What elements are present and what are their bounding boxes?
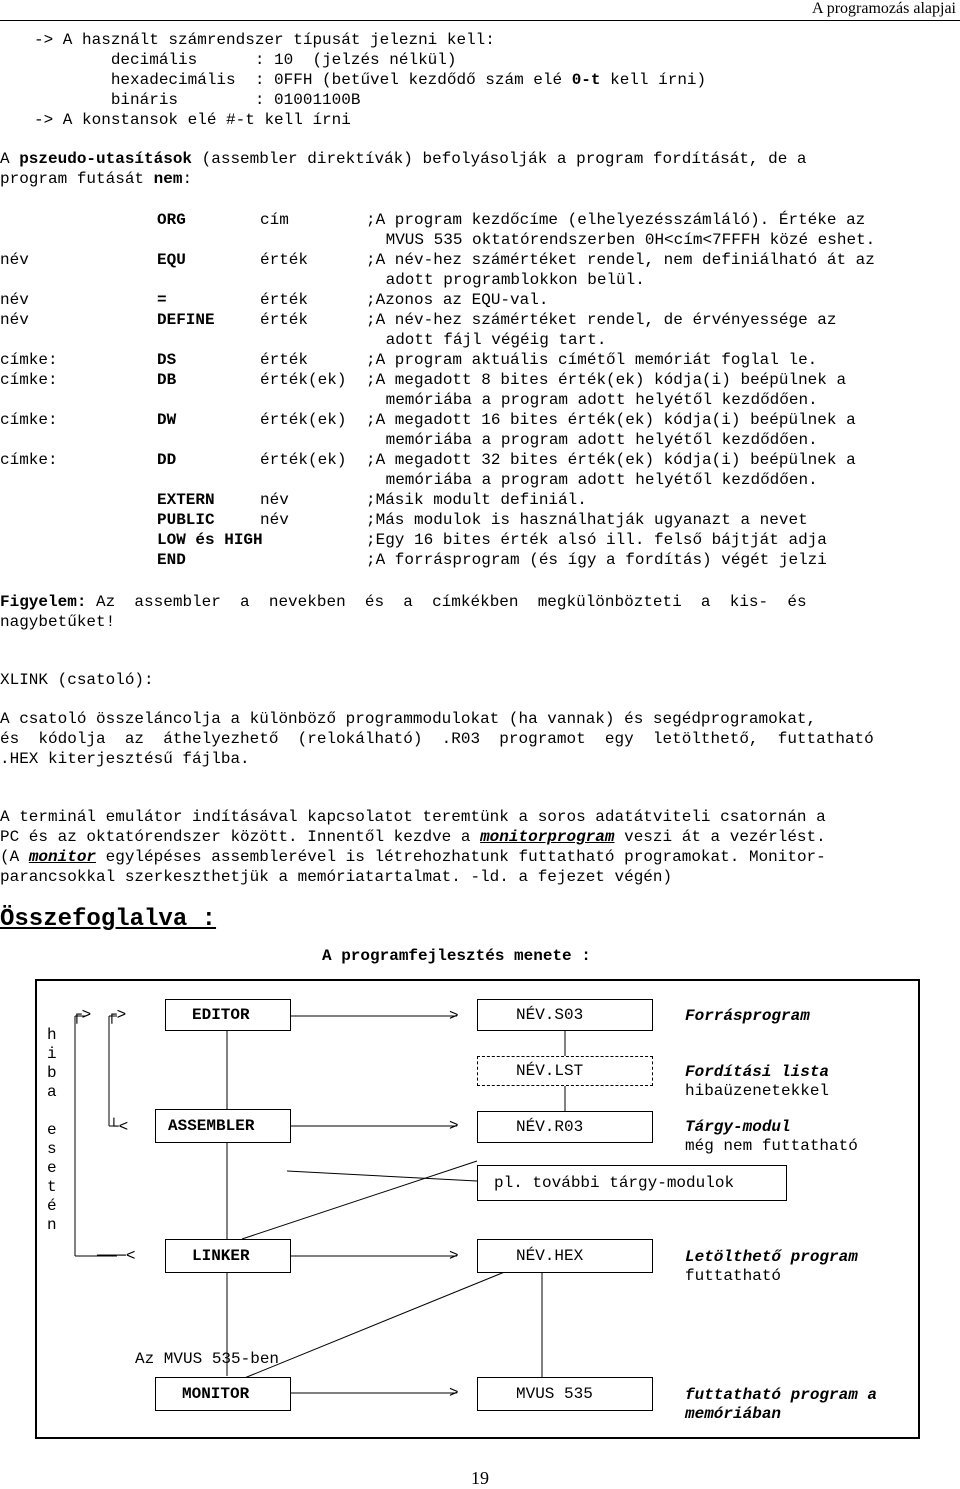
directive-op: DS <box>157 351 177 369</box>
file-r03-box <box>477 1111 653 1143</box>
intro-line-2: decimális : 10 (jelzés nélkül) <box>34 51 457 69</box>
desc-monitor-2: memóriában <box>685 1405 782 1423</box>
desc-r03-title: Tárgy-modul <box>685 1118 791 1136</box>
desc-monitor-1: futtatható program a <box>685 1386 878 1404</box>
pseudo-line-1: A pszeudo-utasítások (assembler direktívák) befolyásolják a program fordítását, de a <box>0 150 807 168</box>
directive-arg: érték <box>260 251 309 269</box>
directive-op: DEFINE <box>157 311 215 329</box>
directive-desc: ;Más modulok is használhatják ugyanazt a nevet <box>366 511 808 529</box>
arrowhead-4: > <box>449 1384 459 1402</box>
directive-arg: érték <box>260 351 309 369</box>
directive-desc: memóriába a program adott helyétől kezdődően. <box>376 471 818 489</box>
loop-marker-inner: ┌> <box>107 1006 127 1024</box>
xlink-title: XLINK (csatoló): <box>0 671 154 689</box>
directive-label: név <box>0 251 29 269</box>
warning-line-1: Figyelem: Az assembler a nevekben és a címkékben megkülönbözteti a kis- és <box>0 593 807 611</box>
other-modules-box <box>477 1165 787 1201</box>
side-letter: e <box>47 1121 57 1139</box>
terminal-line-1: A terminál emulátor indításával kapcsolatot teremtünk a soros adatátviteli csatornán a <box>0 808 826 826</box>
directive-arg: érték <box>260 291 309 309</box>
directive-arg: név <box>260 511 289 529</box>
side-letter: h <box>47 1026 57 1044</box>
file-lst-label: NÉV.LST <box>516 1062 584 1080</box>
side-letter: é <box>47 1197 57 1215</box>
directive-desc: MVUS 535 oktatórendszerben 0H<cím<7FFFH közé eshet. <box>376 231 876 249</box>
summary-subheading: A programfejlesztés menete : <box>322 947 591 965</box>
directive-op: PUBLIC <box>157 511 215 529</box>
directive-desc: ;A program aktuális címétől memóriát foglal le. <box>366 351 818 369</box>
back-arrow-outer: ───< <box>97 1247 136 1265</box>
directive-desc: ;A forrásprogram (és így a fordítás) végét jelzi <box>366 551 827 569</box>
directive-label: név <box>0 291 29 309</box>
assembler-box <box>155 1109 291 1143</box>
desc-lst-title: Fordítási lista <box>685 1063 830 1081</box>
intro-line-5: -> A konstansok elé #-t kell írni <box>34 111 351 129</box>
file-hex-label: NÉV.HEX <box>516 1247 584 1265</box>
desc-hex-title: Letölthető program <box>685 1248 858 1266</box>
directive-op: = <box>157 291 167 309</box>
directive-arg: név <box>260 491 289 509</box>
summary-heading: Összefoglalva : <box>0 906 217 933</box>
linker-box <box>165 1239 291 1273</box>
xlink-line-1: A csatoló összeláncolja a különböző programmodulokat (ha vannak) és segédprogramokat, <box>0 710 817 728</box>
side-letter: a <box>47 1083 57 1101</box>
warning-line-2: nagybetűket! <box>0 613 116 631</box>
desc-source: Forrásprogram <box>685 1007 810 1025</box>
editor-label: EDITOR <box>192 1006 250 1024</box>
running-header: A programozás alapjai <box>812 0 956 17</box>
monitorprogram-term: monitorprogram <box>480 828 615 846</box>
side-letter: i <box>47 1045 57 1063</box>
intro-line-1: -> A használt számrendszer típusát jelezni kell: <box>34 31 495 49</box>
desc-hex-sub: futtatható <box>685 1267 782 1285</box>
mvus-box <box>477 1377 653 1411</box>
side-letter: t <box>47 1178 57 1196</box>
back-arrow-inner: └< <box>109 1118 129 1136</box>
file-r03-label: NÉV.R03 <box>516 1118 584 1136</box>
directive-desc: memóriába a program adott helyétől kezdődően. <box>376 391 818 409</box>
directive-desc: ;A név-hez számértéket rendel, nem definiálható át az <box>366 251 875 269</box>
monitor-label: MONITOR <box>182 1385 250 1403</box>
directive-desc: ;Egy 16 bites érték alsó ill. felső bájtját adja <box>366 531 827 549</box>
file-lst-box <box>477 1056 653 1086</box>
directive-label: név <box>0 311 29 329</box>
monitor-box <box>155 1377 291 1411</box>
directive-arg: cím <box>260 211 289 229</box>
side-letter: b <box>47 1064 57 1082</box>
directive-op: DD <box>157 451 177 469</box>
mvus-label: MVUS 535 <box>516 1385 593 1403</box>
monitor-term: monitor <box>28 848 97 866</box>
file-s03-label: NÉV.S03 <box>516 1006 584 1024</box>
side-letter: e <box>47 1159 57 1177</box>
terminal-line-2: PC és az oktatórendszer között. Innentől kezdve a monitorprogram veszi át a vezérlést. <box>0 828 826 846</box>
linker-label: LINKER <box>192 1247 250 1265</box>
directive-desc: ;Azonos az EQU-val. <box>366 291 549 309</box>
intro-line-3: hexadecimális : 0FFH (betűvel kezdődő szám elé 0-t kell írni) <box>34 71 707 89</box>
directive-desc: adott fájl végéig tart. <box>376 331 607 349</box>
xlink-line-3: .HEX kiterjesztésű fájlba. <box>0 750 250 768</box>
directive-arg: érték(ek) <box>260 451 347 469</box>
intro-line-4: bináris : 01001100B <box>34 91 361 109</box>
directive-desc: adott programblokkon belül. <box>376 271 645 289</box>
terminal-line-3: (A monitor egylépéses assemblerével is létrehozhatunk futtatható programokat. Monitor- <box>0 848 826 866</box>
directive-op: LOW és HIGH <box>157 531 263 549</box>
other-modules-label: pl. további tárgy-modulok <box>494 1174 735 1192</box>
directive-label: címke: <box>0 371 58 389</box>
directive-label: címke: <box>0 351 58 369</box>
arrowhead-1: > <box>449 1007 459 1025</box>
mvus-caption: Az MVUS 535-ben <box>135 1350 280 1368</box>
workflow-diagram <box>35 979 920 1439</box>
loop-marker-outer: ┌> <box>72 1006 92 1024</box>
pseudo-line-2: program futását nem: <box>0 170 193 188</box>
file-s03-box <box>477 999 653 1031</box>
directive-op: ORG <box>157 211 186 229</box>
terminal-line-4: parancsokkal szerkeszthetjük a memóriatartalmat. -ld. a fejezet végén) <box>0 868 673 886</box>
directive-arg: érték(ek) <box>260 371 347 389</box>
directive-arg: érték <box>260 311 309 329</box>
side-letter: s <box>47 1140 57 1158</box>
file-hex-box <box>477 1239 653 1273</box>
directive-label: címke: <box>0 451 58 469</box>
directive-op: DW <box>157 411 177 429</box>
directive-desc: memóriába a program adott helyétől kezdődően. <box>376 431 818 449</box>
directive-arg: érték(ek) <box>260 411 347 429</box>
page-number: 19 <box>471 1468 489 1488</box>
directive-desc: ;A megadott 16 bites érték(ek) kódja(i) beépülnek a <box>366 411 856 429</box>
arrowhead-3: > <box>449 1247 459 1265</box>
directive-op: EXTERN <box>157 491 215 509</box>
directive-op: END <box>157 551 186 569</box>
header-rule <box>0 20 960 21</box>
assembler-label: ASSEMBLER <box>168 1117 255 1135</box>
directive-desc: ;Másik modult definiál. <box>366 491 587 509</box>
xlink-line-2: és kódolja az áthelyezhető (relokálható) .R03 programot egy letölthető, futtatható <box>0 730 874 748</box>
desc-r03-sub: még nem futtatható <box>685 1137 858 1155</box>
directive-desc: ;A megadott 32 bites érték(ek) kódja(i) beépülnek a <box>366 451 856 469</box>
arrowhead-2: > <box>449 1117 459 1135</box>
diagram-lines <box>37 981 918 1437</box>
directive-desc: ;A név-hez számértéket rendel, de érvényessége az <box>366 311 837 329</box>
side-letter: n <box>47 1216 57 1234</box>
editor-box <box>165 999 291 1031</box>
directive-op: EQU <box>157 251 186 269</box>
directive-desc: ;A megadott 8 bites érték(ek) kódja(i) beépülnek a <box>366 371 847 389</box>
directive-desc: ;A program kezdőcíme (elhelyezésszámláló). Értéke az <box>366 211 866 229</box>
directive-op: DB <box>157 371 177 389</box>
directive-label: címke: <box>0 411 58 429</box>
desc-lst-sub: hibaüzenetekkel <box>685 1082 830 1100</box>
